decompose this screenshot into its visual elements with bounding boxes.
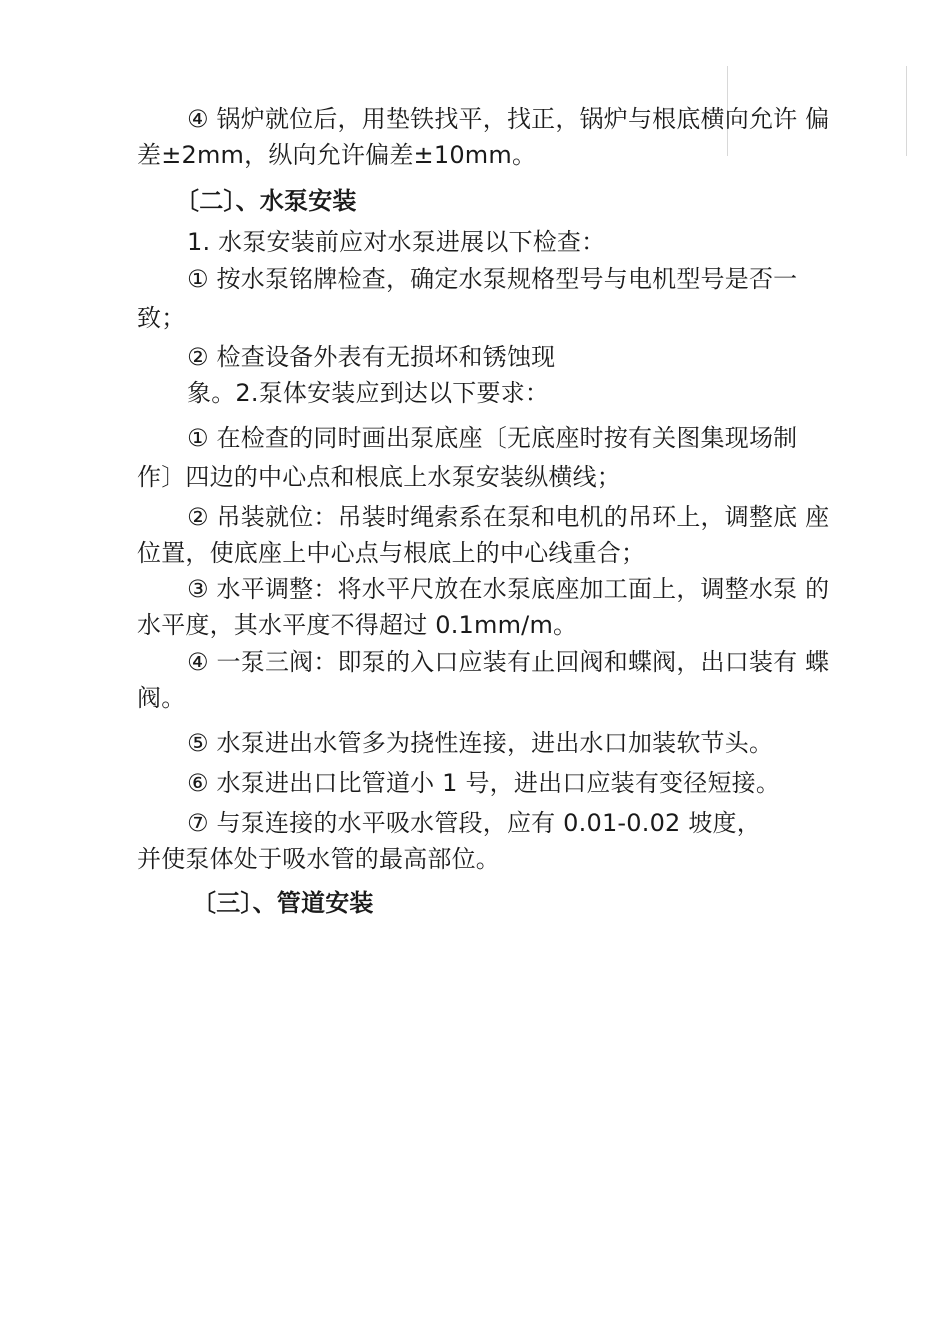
- page-edge-divider: [906, 66, 907, 156]
- paragraph-line: ③ 水平调整：将水平尺放在水泵底座加工面上，调整水泵 的: [187, 575, 830, 603]
- paragraph-line: 差±2mm，纵向允许偏差±10mm。: [137, 141, 537, 169]
- paragraph-line: 1. 水泵安装前应对水泵进展以下检查：: [187, 228, 606, 256]
- paragraph-line: ④ 一泵三阀：即泵的入口应装有止回阀和蝶阀，出口装有 蝶: [187, 648, 830, 676]
- paragraph-line: 致；: [137, 304, 186, 332]
- paragraph-line: 象。2.泵体安装应到达以下要求：: [187, 379, 550, 407]
- paragraph-line: ② 吊装就位：吊装时绳索系在泵和电机的吊环上，调整底 座: [187, 503, 830, 531]
- paragraph-line: ① 在检查的同时画出泵底座〔无底座时按有关图集现场制: [187, 424, 798, 452]
- section-heading: 〔二〕、水泵安装: [175, 187, 357, 215]
- paragraph-line: ④ 锅炉就位后，用垫铁找平，找正，锅炉与根底横向允许 偏: [187, 105, 830, 133]
- paragraph-line: 阀。: [137, 684, 186, 712]
- paragraph-line: ⑦ 与泵连接的水平吸水管段，应有 0.01-0.02 坡度，: [187, 809, 761, 837]
- paragraph-line: 作〕四边的中心点和根底上水泵安装纵横线；: [137, 463, 621, 491]
- paragraph-line: 位置，使底座上中心点与根底上的中心线重合；: [137, 539, 646, 567]
- paragraph-line: ② 检查设备外表有无损坏和锈蚀现: [187, 343, 556, 371]
- paragraph-line: ⑥ 水泵进出口比管道小 1 号，进出口应装有变径短接。: [187, 769, 781, 797]
- paragraph-line: ① 按水泵铭牌检查，确定水泵规格型号与电机型号是否一: [187, 265, 798, 293]
- paragraph-line: 并使泵体处于吸水管的最高部位。: [137, 845, 500, 873]
- paragraph-line: 水平度，其水平度不得超过 0.1mm/m。: [137, 611, 578, 639]
- section-heading: 〔三〕、管道安装: [192, 889, 374, 917]
- paragraph-line: ⑤ 水泵进出水管多为挠性连接，进出水口加装软节头。: [187, 729, 774, 757]
